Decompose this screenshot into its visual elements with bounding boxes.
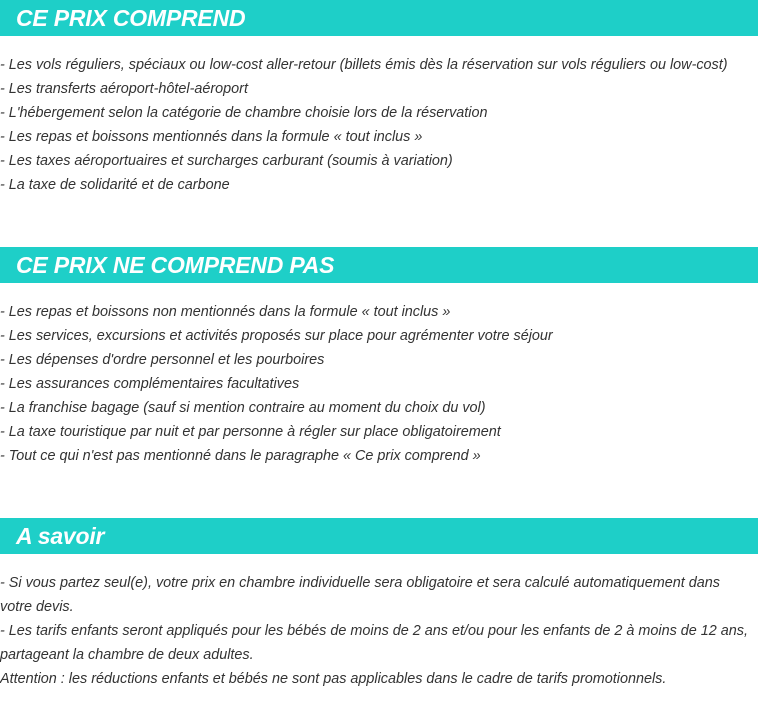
list-item: - Les dépenses d'ordre personnel et les pourboires	[0, 352, 325, 368]
section-title: CE PRIX NE COMPREND PAS	[16, 251, 335, 278]
section-title: A savoir	[16, 522, 105, 549]
section-banner	[0, 518, 758, 554]
section-banner	[0, 247, 758, 283]
list-item: - La taxe touristique par nuit et par personne à régler sur place obligatoirement	[0, 424, 501, 440]
list-item: - La taxe de solidarité et de carbone	[0, 177, 230, 193]
section-price-includes	[0, 0, 758, 197]
info-paragraph: - Si vous partez seul(e), votre prix en chambre individuelle sera obligatoire et sera calculé automatiquement dans votre devis.	[0, 575, 720, 615]
list-item: - Les transferts aéroport-hôtel-aéroport	[0, 81, 248, 97]
list-item: - Les vols réguliers, spéciaux ou low-cost aller-retour (billets émis dès la réservation sur vols réguliers ou low-cost)	[0, 57, 728, 73]
section-price-excludes	[0, 247, 758, 468]
included-list	[0, 53, 758, 197]
list-item: - Les repas et boissons non mentionnés dans la formule « tout inclus »	[0, 304, 451, 320]
info-paragraph: - Les tarifs enfants seront appliqués pour les bébés de moins de 2 ans et/ou pour les enfants de 2 à moins de 12 ans, partageant la chambre de deux adultes.	[0, 623, 748, 663]
list-item: - L'hébergement selon la catégorie de chambre choisie lors de la réservation	[0, 105, 488, 121]
list-item: - Tout ce qui n'est pas mentionné dans le paragraphe « Ce prix comprend »	[0, 448, 481, 464]
list-item: - Les assurances complémentaires facultatives	[0, 376, 300, 392]
excluded-list	[0, 300, 758, 468]
info-paragraph: Attention : les réductions enfants et bébés ne sont pas applicables dans le cadre de tarifs promotionnels.	[0, 671, 667, 687]
list-item: - Les repas et boissons mentionnés dans la formule « tout inclus »	[0, 129, 423, 145]
list-item: - La franchise bagage (sauf si mention contraire au moment du choix du vol)	[0, 400, 486, 416]
section-title: CE PRIX COMPREND	[16, 4, 246, 31]
section-banner	[0, 0, 758, 36]
list-item: - Les services, excursions et activités proposés sur place pour agrémenter votre séjour	[0, 328, 553, 344]
section-good-to-know	[0, 518, 758, 691]
info-paragraphs	[0, 571, 758, 691]
list-item: - Les taxes aéroportuaires et surcharges carburant (soumis à variation)	[0, 153, 453, 169]
